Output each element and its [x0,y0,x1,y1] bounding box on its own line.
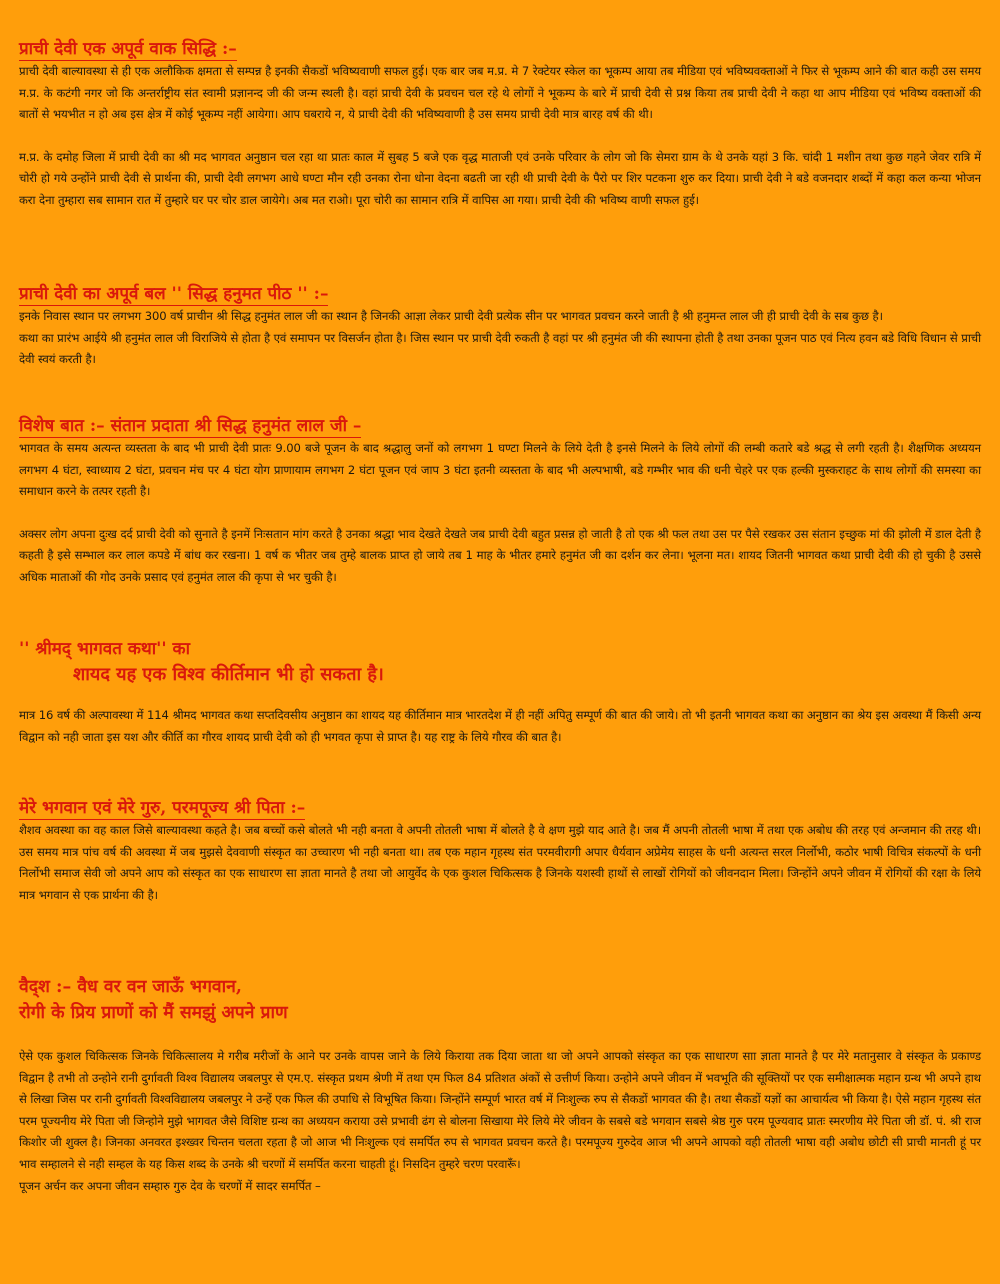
section-heading-line2: शायद यह एक विश्व कीर्तिमान भी हो सकता है। [73,664,384,685]
paragraph: शैशव अवस्था का वह काल जिसे बाल्यावस्था कहते है। जब बच्चों कसे बोलते भी नही बनता वे अपनी तोतली भाषा में बोलते है वे क्षण मुझे याद आते है। जब मैं अपनी तोतली भाषा में तथा एक अबोध की तरह एवं अन्जमान की तरह थी। उस समय मात्र पांच वर्ष की अवस्था में जब मुझसे देववाणी संस्कृत का उच्चारण भी नही बनता था। तब एक महान गृहस्थ संत परमवीरागी अपार धैर्यवान अप्रेमेय साहस के धनी अत्यन्त सरल निर्लोभी, कठोर भाषी विचित्र संकल्पों के धनी निर्लोभी समाज सेवी जो अपने आप को संस्कृत का एक साधारण सा ज्ञाता मानते है तथा जो आयुर्वेद के एक कुशल चिकित्सक है जिनके यशस्वी हाथों से लाखों रोगियों को जीवनदान मिला। जिन्होंने अपने जीवन में रोगियों की रक्षा के लिये मात्र भगवान से एक प्रार्थना की है। [19,823,981,902]
paragraph: भागवत के समय अत्यन्त व्यस्तता के बाद भी प्राची देवी प्रातः 9.00 बजे पूजन के बाद श्रद्धालु जनों को लगभग 1 घण्टा मिलने के लिये देती है इनसे मिलने के लिये लोगों की लम्बी कतारे बडे श्रद्ध से लगी रहती है। शैक्षणिक अध्ययन लगभग 4 घंटा, स्वाध्याय 2 घंटा, प्रवचन मंच पर 4 घंटा योग प्राणायाम लगभग 2 घंटा पूजन एवं जाप 3 घंटा इतनी व्यस्तता के बाद भी अल्पभाषी, बडे गम्भीर भाव की धनी चेहरे पर एक हल्की मुस्कराहट के साथ लोगों की समस्या का समाधान करने के तत्पर रहती है। [19,441,981,499]
section-heading: विशेष बात :– संतान प्रदाता श्री सिद्ध हनुमंत लाल जी – [19,416,362,436]
section-santan-pradata [19,415,981,589]
section-heading: मेरे भगवान एवं मेरे गुरु, परमपूज्य श्री पिता :– [19,798,306,818]
section-hanumat-peeth [19,283,981,371]
paragraph: मात्र 16 वर्ष की अल्पावस्था में 114 श्रीमद भागवत कथा सप्तदिवसीय अनुष्ठान का शायद यह कीर्तिमान मात्र भारतदेश में ही नहीं अपितु सम्पूर्ण की बात की जाये। तो भी इतनी भागवत कथा का अनुष्ठान का श्रेय इस अवस्था मैं किसी अन्य विद्वान को नही जाता इस यश और कीर्ति का गौरव शायद प्राची देवी को ही भगवत कृपा से प्राप्त है। यह राष्ट्र के लिये गौरव की बात है। [19,708,981,744]
section-heading: प्राची देवी का अपूर्व बल '' सिद्ध हनुमत पीठ '' :– [19,284,329,304]
section-heading-line1: '' श्रीमद् भागवत कथा'' का [19,639,190,659]
section-heading-line2: रोगी के प्रिय प्राणों को मैं समझुं अपने प्राण [19,1003,288,1023]
section-vaidya [19,974,981,1197]
paragraph: अक्सर लोग अपना दुःख दर्द प्राची देवी को सुनाते है इनमें निःसतान मांग करते है उनका श्रद्धा भाव देखते देखते जब प्राची देवी बहुत प्रसन्न हो जाती है तो एक श्री फल तथा उस पर पैसे रखकर उस संतान इच्छुक मां की झोली में डाल देती है कहती है इसे सम्भाल कर लाल कपडे में बांध कर रखना। 1 वर्ष क भीतर जब तुम्हे बालक प्राप्त हो जाये तब 1 माह के भीतर हमारे हनुमंत जी का दर्शन कर लेना। भूलना मत। शायद जितनी भागवत कथा प्राची देवी की हो चुकी है उससे अधिक माताओं की गोद उनके प्रसाद एवं हनुमंत लाल की कृपा से भर चुकी है। [19,526,981,584]
section-bhagwan-guru [19,797,981,906]
section-heading-line1: वैद्श :– वैध वर वन जाऊँ भगवान, [19,977,242,997]
section-heading: प्राची देवी एक अपूर्व वाक सिद्धि :– [19,39,237,59]
paragraph: म.प्र. के दमोह जिला में प्राची देवी का श्री मद भागवत अनुष्ठान चल रहा था प्रातः काल में सुबह 5 बजे एक वृद्ध माताजी एवं उनके परिवार के लोग जो कि सेमरा ग्राम के थे उनके यहां 3 कि. चांदी 1 मशीन तथा कुछ गहने जेवर रात्रि में चोरी हो गये उन्होंने प्राची देवी से प्रार्थना की, प्राची देवी लगभग आधे घण्टा मौन रही उनका रोना धोना वेदना बढती जा रही थी प्राची देवी के पैरो पर शिर पटकना शुरु कर दिया। प्राची देवी ने बडे वजनदार शब्दों में कहा कल कन्या भोजन करा देना तुम्हारा सब सामान रात में तुम्हारे घर पर चोर डाल जायेगे। अब मत राओ। पूरा चोरी का सामान रात्रि में वापिस आ गया। प्राची देवी की भविष्य वाणी सफल हुई। [19,149,981,207]
paragraph: इनके निवास स्थान पर लगभग 300 वर्ष प्राचीन श्री सिद्ध हनुमंत लाल जी का स्थान है जिनकी आज्ञा लेकर प्राची देवी प्रत्येक सीन पर भागवत प्रवचन करने जाती है श्री हनुमन्त लाल जी ही प्राची देवी के सब कुछ है। कथा का प्रारंभ आईये श्री हनुमंत लाल जी विराजिये से होता है एवं समापन पर विसर्जन होता है। जिस स्थान पर प्राची देवी रुकती है वहां पर श्री हनुमंत जी की स्थापना होती है तथा उनका पूजन पाठ एवं नित्य हवन बडे विधि विधान से प्राची देवी स्वयं करती है। [19,309,981,367]
section-vak-siddhi [19,38,981,212]
paragraph: प्राची देवी बाल्यावस्था से ही एक अलौकिक क्षमता से सम्पन्न है इनकी सैकडों भविष्यवाणी सफल हुई। एक बार जब म.प्र. मे 7 रेक्टेयर स्केल का भूकम्प आया तब मीडिया एवं भविष्यवक्ताओं ने फिर से भूकम्प आने की बात कही उस समय म.प्र. के कटंगी नगर जो कि अन्तर्राष्ट्रीय संत स्वामी प्रज्ञानन्द जी की जन्म स्थली है। वहां प्राची देवी के प्रवचन चल रहे थे लोगों ने भूकम्प के बारे में प्राची देवी से प्रश्न किया तब प्राची देवी ने कहा था आप मीडिया एवं भविष्य वक्ताओं की बातों से भयभीत न हो अब इस क्षेत्र में कोई भूकम्प नहीं आयेगा। आप घबराये न, ये प्राची देवी की भविष्यवाणी है उस समय प्राची देवी मात्र बारह वर्ष की थी। [19,64,981,122]
paragraph: ऐसे एक कुशल चिकित्सक जिनके चिकित्सालय मे गरीब मरीजों के आने पर उनके वापस जाने के लिये किराया तक दिया जाता था जो अपने आपको संस्कृत का एक साधारण साा ज्ञाता मानते है पर मेरे मतानुसार वे संस्कृत के प्रकाण्ड विद्वान है तभी तो उन्होने रानी दुर्गावती विश्व विद्यालय जबलपुर से एम.ए. संस्कृत प्रथम श्रेणी में तथा एम फिल 84 प्रतिशत अंकों से उत्तीर्ण किया। उन्होने अपने जीवन में भवभूति की सूक्तियों पर एक समीक्षात्मक महान ग्रन्थ भी अपने हाथ से लिखा जिस पर रानी दुर्गावती विश्वविद्यालय जबलपुर ने उन्हें एक फिल की उपाधि से विभूषित किया। जिन्होंने सम्पूर्ण भारत वर्ष में निःशुल्क रुप से सैकडों भागवत की है। तथा सैकडों यज्ञों का आचार्यत्व भी किया है। ऐसे महान गृहस्थ संत परम पूज्यनीय मेरे पिता जी जिन्होने मुझे भागवत जैसे विशिष्ट ग्रन्थ का अध्ययन कराया उसे प्रभावी ढंग से बोलना सिखाया मेरे लिये मेरे जीवन के सबसे बडे भगवान सबसे श्रेष्ठ गुरु परम पूज्यवाद प्रातः स्मरणीय मेरे पिता जी डॉ. पं. श्री राज किशोर जी शुक्ल है। जिनका अनवरत इश्ख्वर चिन्तन चलता रहता है जो आज भी निःशुल्क एवं समर्पित रुप से भागवत प्रवचन करते है। परमपूज्य गुरुदेव आज भी अपने आपको वही तोतली भाषा वही अबोध छोटी सी प्राची मानती हूं पर भाव सम्हालने से नही सम्हल के यह किस शब्द के उनके श्री चरणों में समर्पित करना चाहती हूं। निसदिन तुम्हरे चरण परवारूँ। पूजन अर्चन कर अपना जीवन सम्हारु गुरु देव के चरणों में सादर समर्पित – [19,1049,981,1193]
section-vishwa-kirtiman [19,636,981,748]
